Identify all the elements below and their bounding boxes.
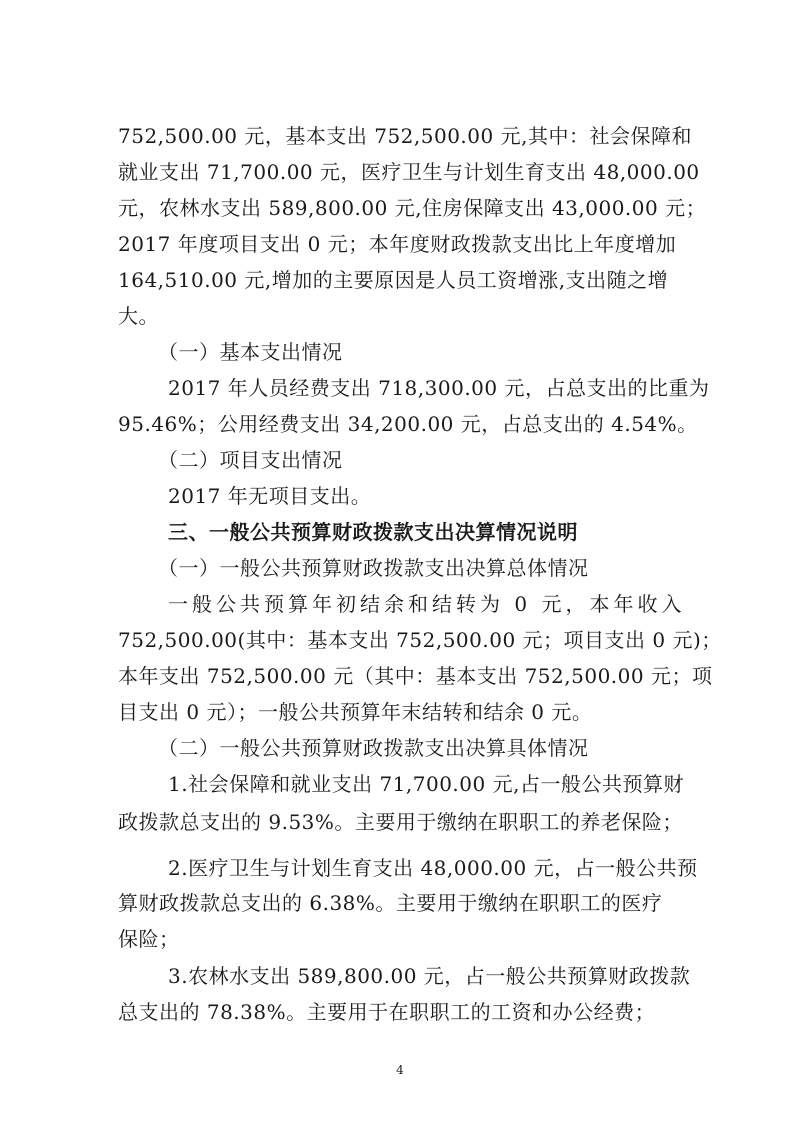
section-heading: （一）基本支出情况 <box>158 340 343 364</box>
paragraph-line: 政拨款总支出的 9.53%。主要用于缴纳在职职工的养老保险； <box>118 810 683 834</box>
section-heading: （一）一般公共预算财政拨款支出决算总体情况 <box>158 556 589 580</box>
page-number: 4 <box>396 1063 404 1077</box>
paragraph-line: 就业支出 71,700.00 元，医疗卫生与计划生育支出 48,000.00 <box>118 160 700 184</box>
paragraph-line: 3.农林水支出 589,800.00 元，占一般公共预算财政拨款 <box>168 964 691 988</box>
paragraph-line: 一般公共预算年初结余和结转为 0 元，本年收入 <box>168 592 686 616</box>
chapter-heading: 三、一般公共预算财政拨款支出决算情况说明 <box>168 520 578 544</box>
paragraph-line: 算财政拨款总支出的 6.38%。主要用于缴纳在职职工的医疗 <box>118 891 663 915</box>
paragraph-line: 752,500.00(其中：基本支出 752,500.00 元；项目支出 0 元)； <box>118 628 722 652</box>
paragraph-line: 2017 年人员经费支出 718,300.00 元，占总支出的比重为 <box>168 376 710 400</box>
paragraph-line: 164,510.00 元,增加的主要原因是人员工资增涨,支出随之增 <box>118 268 669 292</box>
section-heading: （二）项目支出情况 <box>158 448 343 472</box>
paragraph-line: 大。 <box>118 304 159 328</box>
paragraph-line: 目支出 0 元）；一般公共预算年末结转和结余 0 元。 <box>118 700 593 724</box>
paragraph-line: 2017 年度项目支出 0 元；本年度财政拨款支出比上年度增加 <box>118 232 677 256</box>
section-heading: （二）一般公共预算财政拨款支出决算具体情况 <box>158 736 589 760</box>
paragraph-line: 1.社会保障和就业支出 71,700.00 元,占一般公共预算财 <box>168 772 684 796</box>
paragraph-line: 保险； <box>118 927 180 951</box>
paragraph-line: 本年支出 752,500.00 元（其中：基本支出 752,500.00 元；项 <box>118 664 713 688</box>
paragraph-line: 元，农林水支出 589,800.00 元,住房保障支出 43,000.00 元； <box>118 196 707 220</box>
paragraph-line: 总支出的 78.38%。主要用于在职职工的工资和办公经费； <box>118 1000 656 1024</box>
paragraph-line: 752,500.00 元，基本支出 752,500.00 元,其中：社会保障和 <box>118 124 692 148</box>
paragraph-line: 95.46%；公用经费支出 34,200.00 元，占总支出的 4.54%。 <box>118 412 698 436</box>
paragraph-line: 2017 年无项目支出。 <box>168 484 372 508</box>
paragraph-line: 2.医疗卫生与计划生育支出 48,000.00 元，占一般公共预 <box>168 856 698 880</box>
